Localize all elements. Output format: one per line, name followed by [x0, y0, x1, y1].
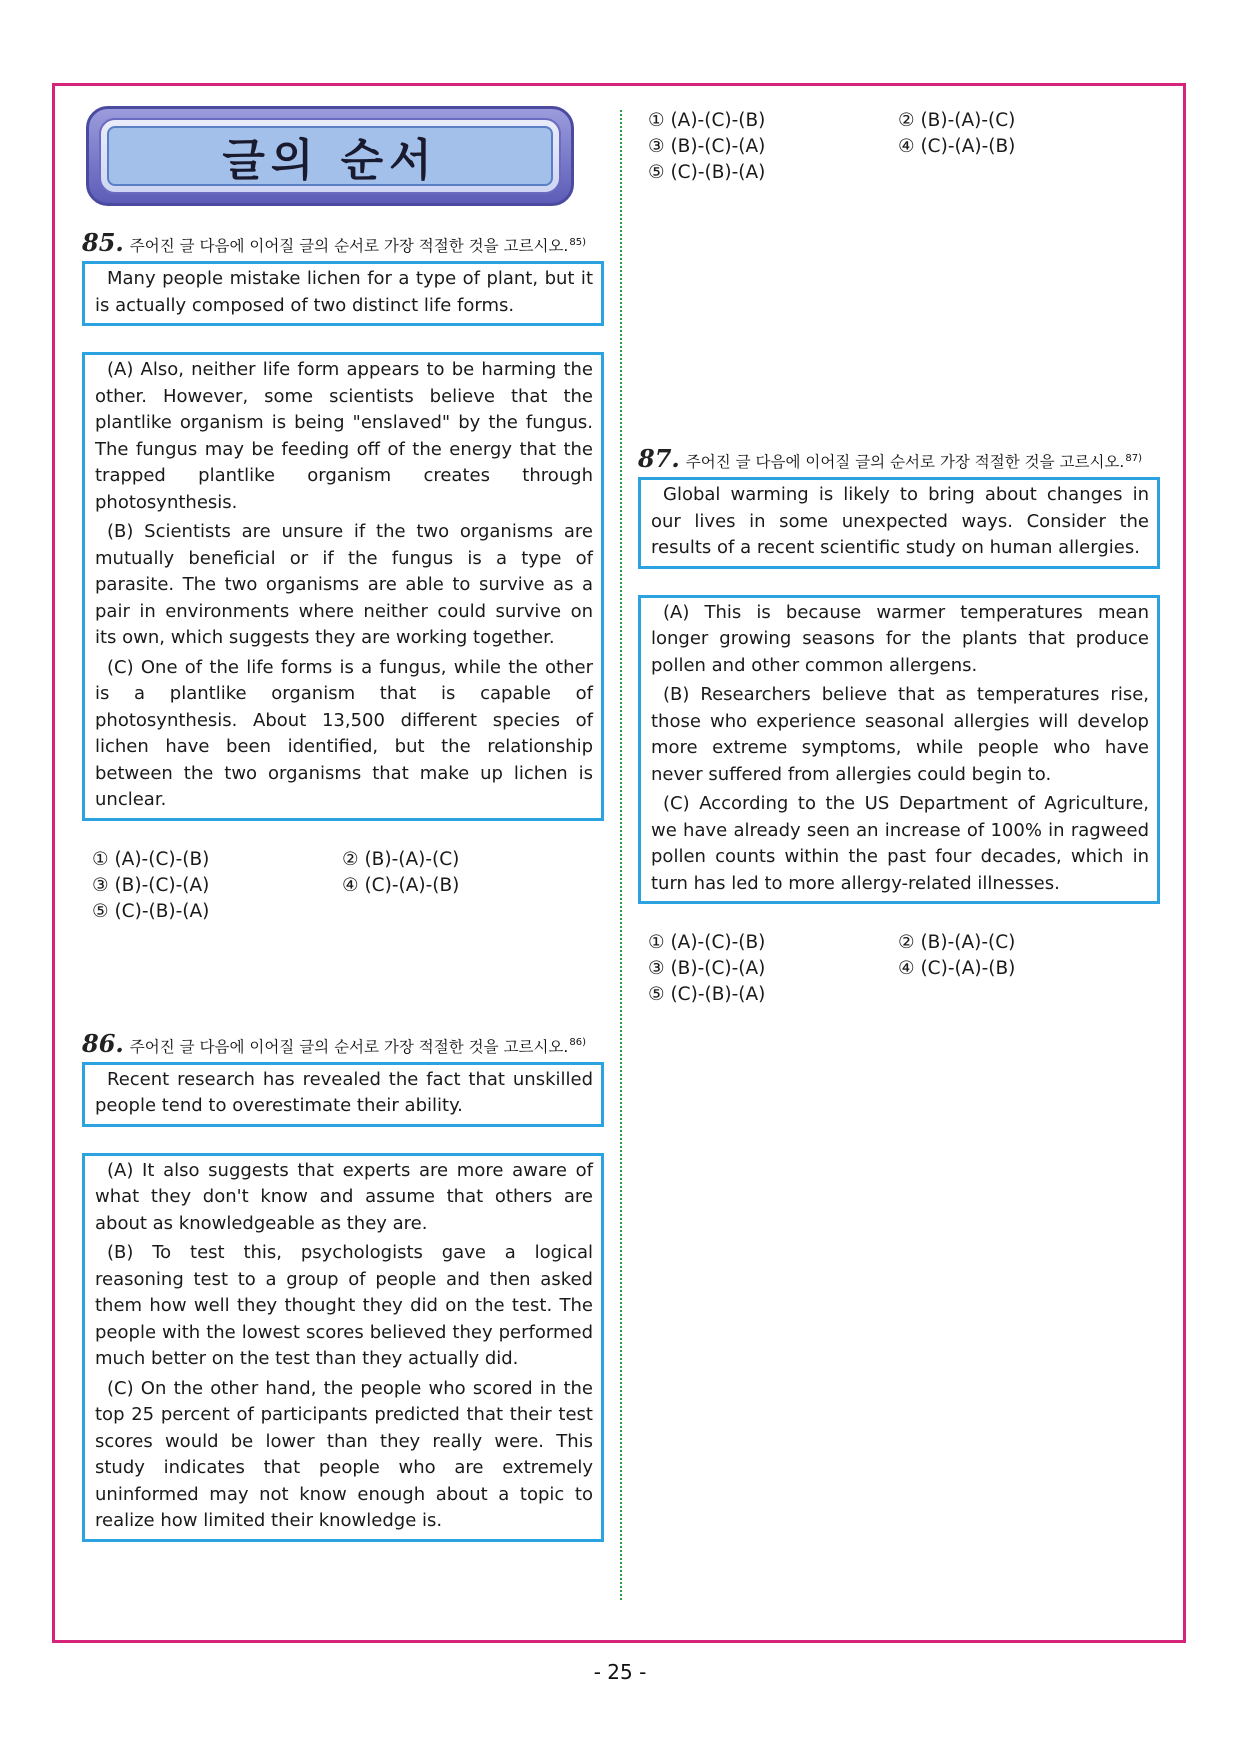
footnote-ref: 87) — [1125, 452, 1142, 464]
passage-c: (C) One of the life forms is a fungus, while the other is a plantlike organism that is capable of photosynthesis. About 13,500 different species of lichen have been identified, but the relationship between the two organisms that make up lichen is unclear. — [95, 656, 593, 810]
page-number: - 25 - — [593, 1660, 647, 1684]
choice-4[interactable]: ④ (C)-(A)-(B) — [342, 874, 460, 896]
question-instruction: 주어진 글 다음에 이어질 글의 순서로 가장 적절한 것을 고르시오.$^{85)}$ — [129, 236, 586, 255]
question-header — [638, 444, 1160, 473]
choice-1[interactable]: ① (A)-(C)-(B) — [92, 848, 210, 870]
choice-1[interactable]: ① (A)-(C)-(B) — [648, 110, 766, 131]
question-86 — [82, 1029, 604, 1542]
section-title-banner — [86, 106, 574, 206]
column-divider — [620, 110, 622, 1600]
question-number: 86. — [82, 1028, 124, 1058]
passage-b: (B) Scientists are unsure if the two organisms are mutually beneficial or if the fungus is a type of parasite. The two organisms are able to survive as a pair in environments where neither could survive on its own, which suggests they are working together. — [95, 521, 593, 648]
question-instruction: 주어진 글 다음에 이어질 글의 순서로 가장 적절한 것을 고르시오.$^{86)}$ — [129, 1037, 586, 1056]
given-passage: Global warming is likely to bring about changes in our lives in some unexpected ways. Consider the results of a recent scientific study on human allergies. — [638, 477, 1160, 569]
question-instruction: 주어진 글 다음에 이어질 글의 순서로 가장 적절한 것을 고르시오.$^{87)}$ — [685, 452, 1142, 471]
passage-options — [82, 352, 604, 821]
choice-3[interactable]: ③ (B)-(C)-(A) — [92, 874, 210, 896]
question-header — [82, 228, 604, 257]
left-column — [82, 106, 604, 1542]
passage-c: (C) According to the US Department of Agriculture, we have already seen an increase of 100% in ragweed pollen counts within the past four decades, which in turn has led to more allergy-related illnesses. — [651, 793, 1149, 894]
choice-3[interactable]: ③ (B)-(C)-(A) — [648, 136, 766, 157]
choice-4[interactable]: ④ (C)-(A)-(B) — [898, 136, 1016, 157]
passage-b: (B) To test this, psychologists gave a logical reasoning test to a group of people and then asked them how well they thought they did on the test. The people with the lowest scores believed they performed much better on the test than they actually did. — [95, 1242, 593, 1369]
question-87 — [638, 444, 1160, 1008]
passage-c: (C) On the other hand, the people who scored in the top 25 percent of participants predicted that their test scores would be lower than they really were. This study indicates that people who are extremely uninformed may not know enough about a topic to realize how limited their knowledge is. — [95, 1377, 593, 1531]
passage-options — [638, 595, 1160, 905]
choice-5[interactable]: ⑤ (C)-(B)-(A) — [648, 984, 766, 1005]
passage-a: (A) This is because warmer temperatures mean longer growing seasons for the plants that produce pollen and other common allergens. — [651, 601, 1149, 676]
passage-a: (A) Also, neither life form appears to be harming the other. However, some scientists believe that the plantlike organism is being "enslaved" by the fungus. The fungus may be feeding off of the energy that the trapped plantlike organism creates through photosynthesis. — [95, 359, 593, 513]
footnote-ref: 85) — [569, 236, 586, 248]
answer-choices-87 — [648, 930, 1160, 1008]
choice-1[interactable]: ① (A)-(C)-(B) — [648, 932, 766, 953]
passage-a: (A) It also suggests that experts are more aware of what they don't know and assume that others are about as knowledgeable as they are. — [95, 1159, 593, 1234]
right-column — [638, 108, 1160, 1008]
choice-4[interactable]: ④ (C)-(A)-(B) — [898, 958, 1016, 979]
choice-3[interactable]: ③ (B)-(C)-(A) — [648, 958, 766, 979]
question-number: 85. — [82, 228, 124, 257]
question-header — [82, 1029, 604, 1058]
choice-2[interactable]: ② (B)-(A)-(C) — [898, 110, 1016, 131]
choice-5[interactable]: ⑤ (C)-(B)-(A) — [648, 162, 766, 183]
passage-b: (B) Researchers believe that as temperatures rise, those who experience seasonal allergies will develop more extreme symptoms, while people who have never suffered from allergies could begin to. — [651, 684, 1149, 785]
footnote-ref: 86) — [569, 1037, 586, 1049]
question-number: 87. — [638, 444, 680, 473]
choice-5[interactable]: ⑤ (C)-(B)-(A) — [92, 900, 210, 922]
answer-choices — [92, 847, 604, 925]
given-passage: Many people mistake lichen for a type of plant, but it is actually composed of two distinct life forms. — [82, 261, 604, 326]
answer-choices-86 — [648, 108, 1160, 186]
choice-2[interactable]: ② (B)-(A)-(C) — [898, 932, 1016, 953]
passage-options — [82, 1153, 604, 1542]
choice-2[interactable]: ② (B)-(A)-(C) — [342, 848, 460, 870]
question-85 — [82, 228, 604, 925]
section-title: 글의 순서 — [222, 135, 438, 186]
given-passage: Recent research has revealed the fact that unskilled people tend to overestimate their ability. — [82, 1062, 604, 1127]
